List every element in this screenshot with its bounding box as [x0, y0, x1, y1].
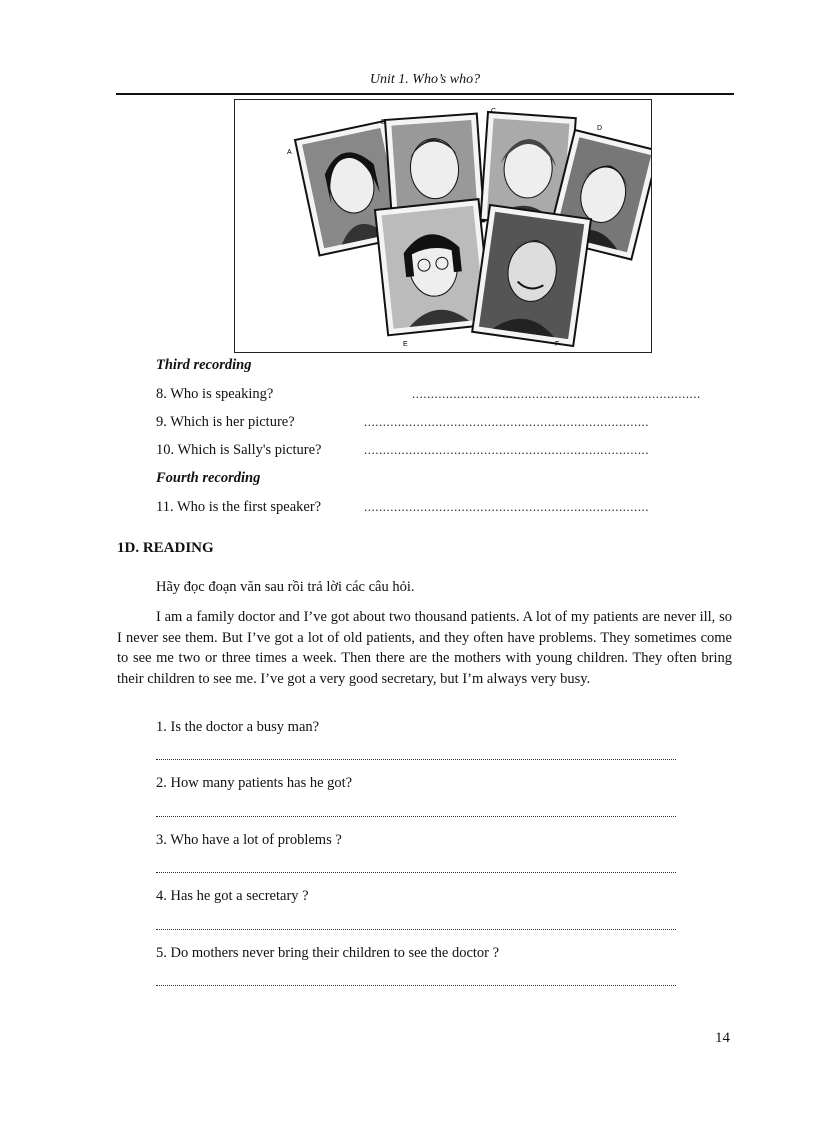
- reading-answer-line-1[interactable]: [156, 745, 676, 760]
- reading-passage: I am a family doctor and I’ve got about two thousand patients. A lot of my patients are never ill, so I never see them. But I’ve got a lot of old patients, and they often have problems. They sometimes come to see me two or three times a week. Then there are the mothers with young children. They often bring their children to see me. I’ve got a very good secretary, but I’m always very busy.: [117, 609, 732, 687]
- reading-instruction: Hãy đọc đoạn văn sau rồi trả lời các câu hỏi.: [156, 579, 415, 595]
- figure-label-a: A: [287, 149, 292, 156]
- header-divider: [116, 93, 734, 95]
- question-8: 8. Who is speaking?: [156, 386, 274, 402]
- reading-question-2: 2. How many patients has he got?: [156, 775, 353, 791]
- reading-question-3: 3. Who have a lot of problems ?: [156, 832, 342, 848]
- question-9: 9. Which is her picture?: [156, 414, 295, 430]
- reading-question-4: 4. Has he got a secretary ?: [156, 888, 309, 904]
- reading-section-heading: 1D. READING: [117, 540, 214, 556]
- fourth-recording-heading: Fourth recording: [156, 470, 261, 486]
- reading-question-5: 5. Do mothers never bring their children to see the doctor ?: [156, 945, 500, 961]
- figure-label-d: D: [597, 125, 603, 132]
- answer-blank-10[interactable]: ............................................................................: [364, 442, 649, 457]
- question-11: 11. Who is the first speaker?: [156, 499, 322, 515]
- reading-answer-line-3[interactable]: [156, 858, 676, 873]
- portrait-collage-illustration: [235, 100, 651, 352]
- answer-blank-9[interactable]: ............................................................................: [364, 414, 649, 429]
- reading-answer-line-2[interactable]: [156, 802, 676, 817]
- page-number: 14: [715, 1030, 730, 1046]
- page-header: Unit 1. Who’s who?: [369, 72, 481, 87]
- reading-answer-line-5[interactable]: [156, 971, 676, 986]
- reading-answer-line-4[interactable]: [156, 915, 676, 930]
- question-10: 10. Which is Sally's picture?: [156, 442, 322, 458]
- answer-blank-11[interactable]: ............................................................................: [364, 499, 649, 514]
- figure-label-c: C: [491, 108, 497, 115]
- portrait-photos-figure: [234, 99, 652, 353]
- figure-label-f: F: [555, 341, 560, 348]
- figure-label-b: B: [381, 119, 386, 126]
- answer-blank-8[interactable]: .............................................................................: [412, 386, 701, 401]
- figure-label-e: E: [403, 341, 408, 348]
- reading-question-1: 1. Is the doctor a busy man?: [156, 719, 320, 735]
- third-recording-heading: Third recording: [156, 357, 252, 373]
